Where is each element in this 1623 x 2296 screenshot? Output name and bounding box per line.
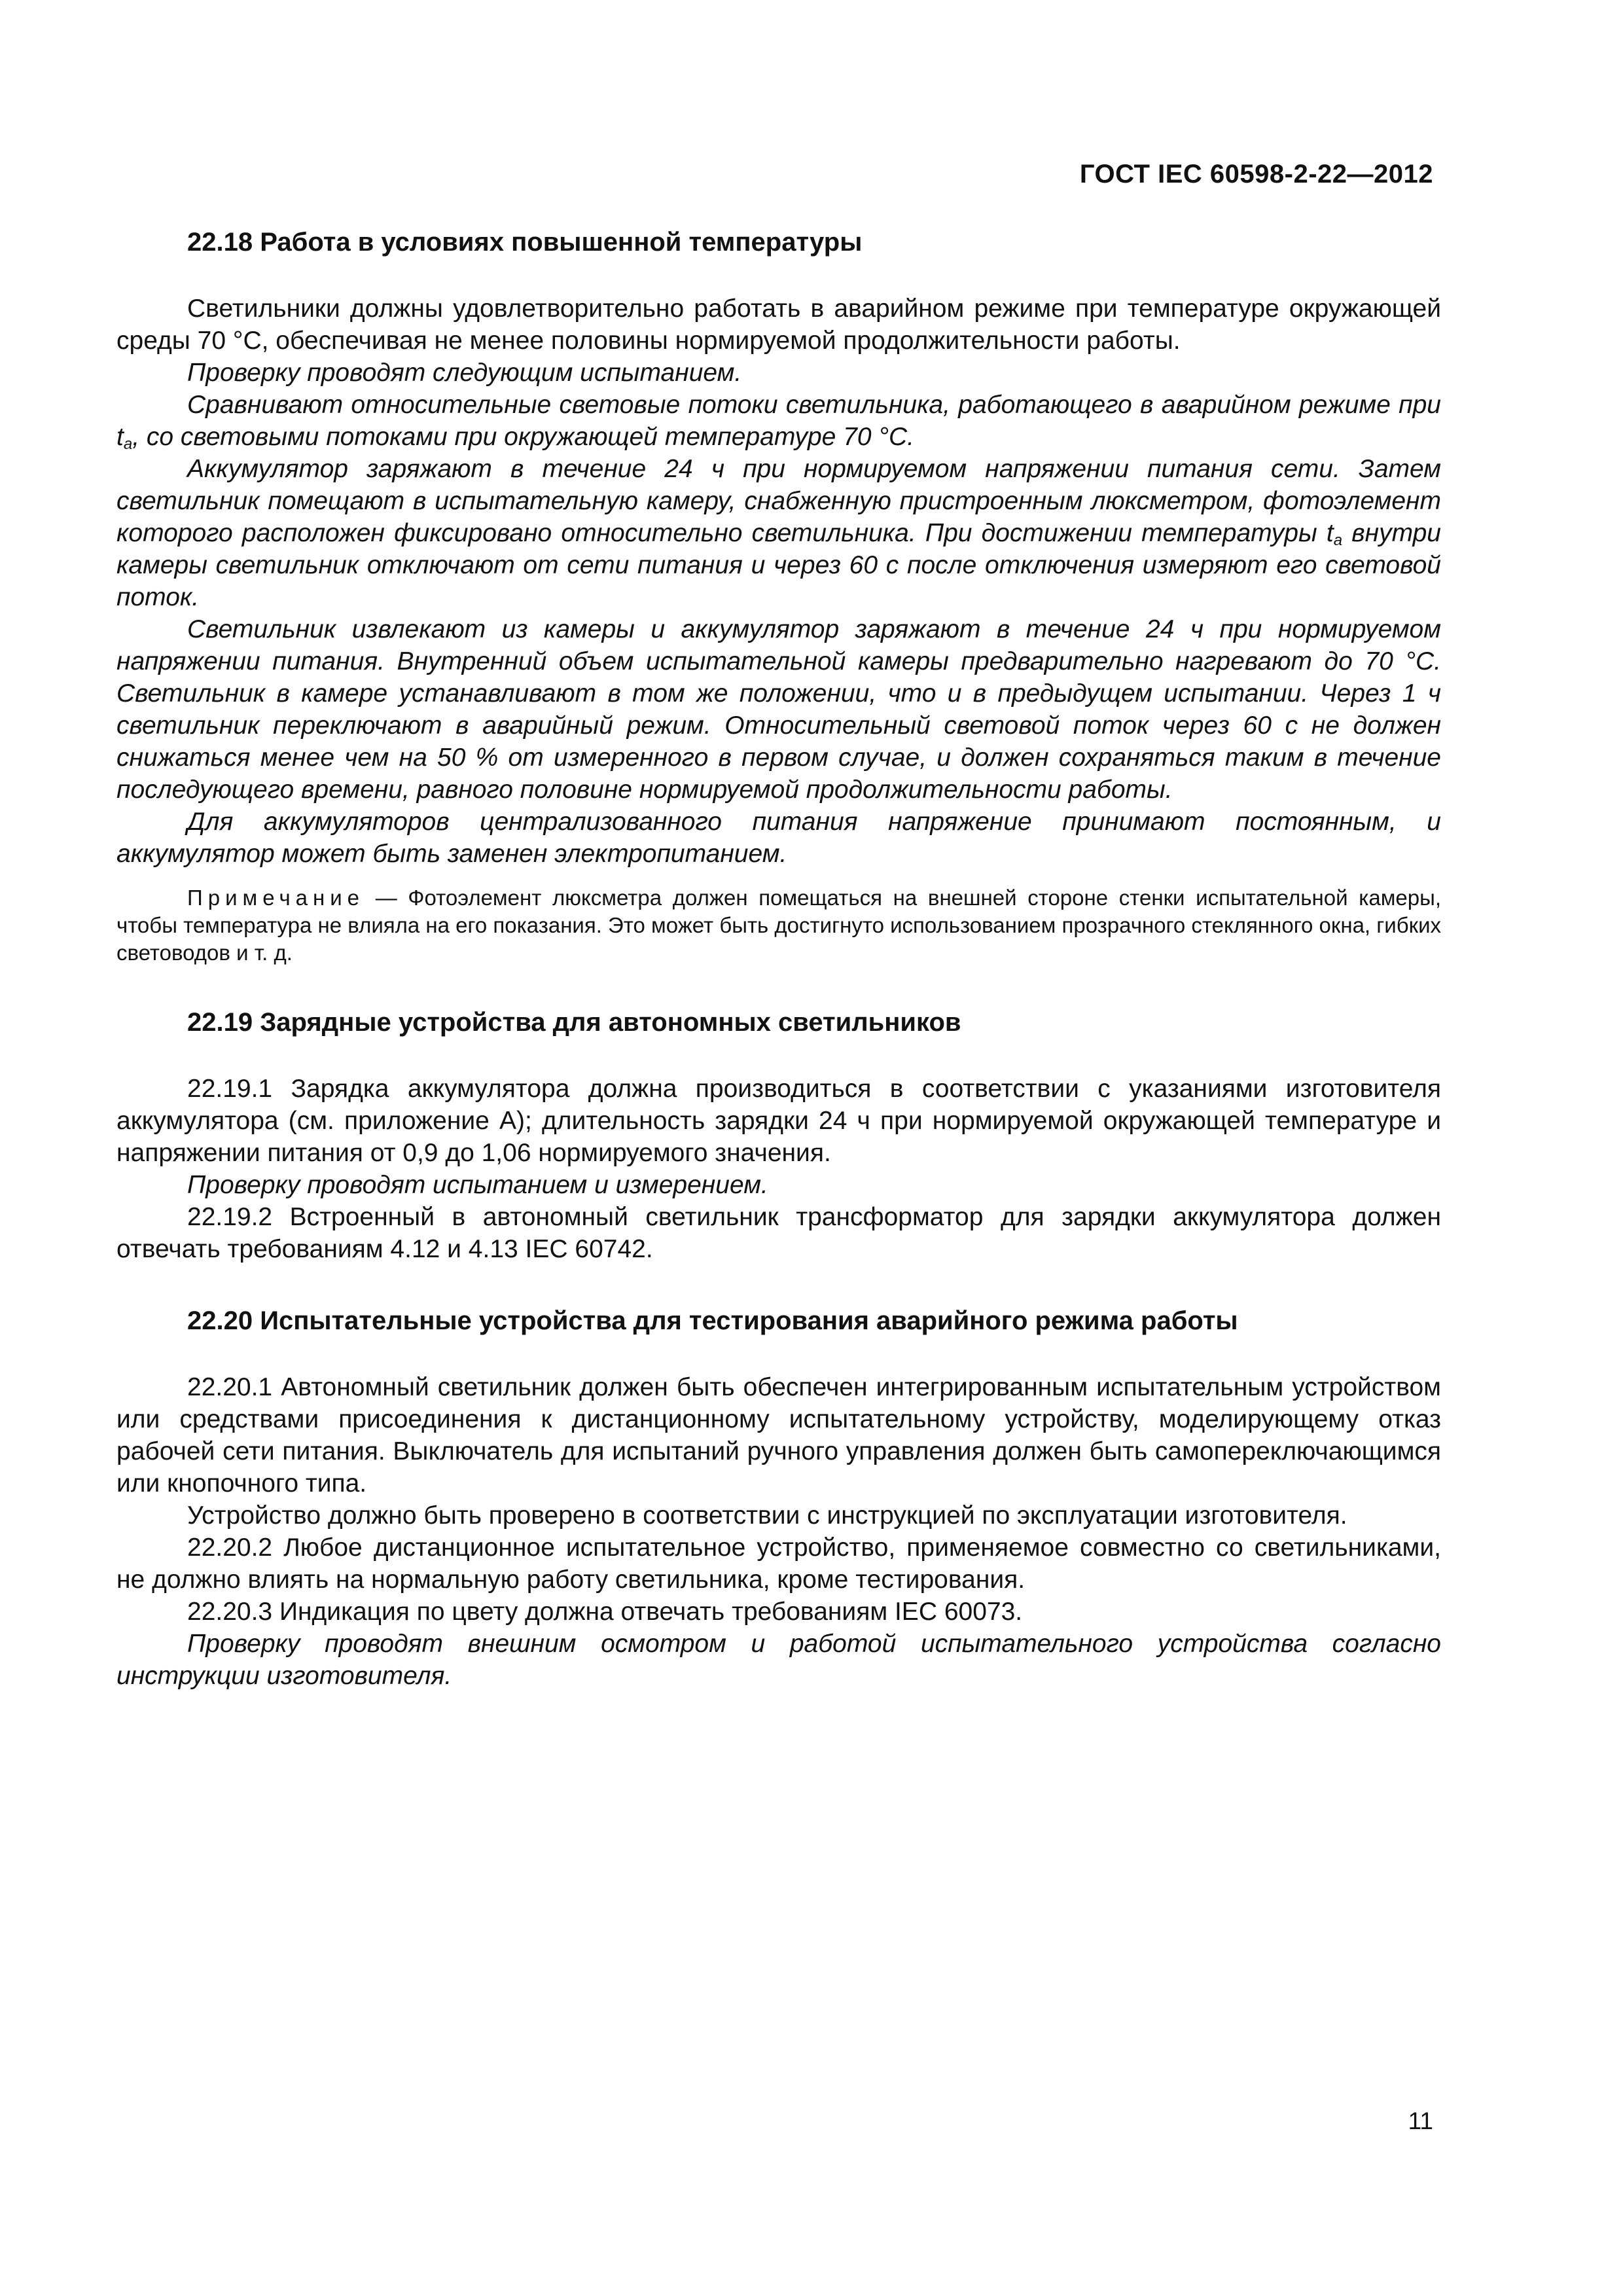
section-title-22-19: 22.19 Зарядные устройства для автономных светильников	[187, 1008, 961, 1037]
paragraph-italic: Проверку проводят внешним осмотром и работой испытательного устройства согласно инструкции изготовителя.	[116, 1630, 1441, 1690]
paragraph: 22.19.1 Зарядка аккумулятора должна производиться в соответствии с указаниями изготовителя аккумулятора (см. приложение А); длительность зарядки 24 ч при нормируемой окружающей температуре и напряжении питания от 0,9 до 1,06 нормируемого значения.	[116, 1075, 1441, 1167]
paragraph: 22.20.2 Любое дистанционное испытательное устройство, применяемое совместно со светильниками, не должно влиять на нормальную работу светильника, кроме тестирования.	[116, 1534, 1441, 1594]
note	[116, 884, 1441, 967]
note-label: Примечание	[187, 886, 365, 910]
section-title-22-18: 22.18 Работа в условиях повышенной температуры	[187, 228, 863, 257]
paragraph-italic: Светильник извлекают из камеры и аккумулятор заряжают в течение 24 ч при нормируемом напряжении питания. Внутренний объем испытательной камеры предварительно нагревают до 70 °С. Светильник в камере устанавливают в том же положении, что и в предыдущем испытании. Через 1 ч светильник переключают в аварийный режим. Относительный световой поток через 60 с не должен снижаться менее чем на 50 % от измеренного в первом случае, и должен сохраняться таким в течение последующего времени, равного половине нормируемой продолжительности работы.	[116, 615, 1441, 804]
paragraph: 22.20.3 Индикация по цвету должна отвечать требованиям IEC 60073.	[187, 1598, 1023, 1626]
paragraph: Светильники должны удовлетворительно работать в аварийном режиме при температуре окружающей среды 70 °С, обеспечивая не менее половины нормируемой продолжительности работы.	[116, 295, 1441, 355]
text-run: внутри камеры светильник отключают от сети питания и через 60 с после отключения измеряют его световой поток.	[116, 519, 1441, 611]
text-run: Сравнивают относительные световые потоки светильника, работающего в аварийном режиме при t	[116, 391, 1441, 451]
paragraph: 22.19.2 Встроенный в автономный светильник трансформатор для зарядки аккумулятора должен отвечать требованиям 4.12 и 4.13 IEC 60742.	[116, 1203, 1441, 1263]
note-text: — Фотоэлемент люксметра должен помещаться на внешней стороне стенки испытательной камеры, чтобы температура не влияла на его показания. Это может быть достигнуто использованием прозрачного стеклянного окна, гибких световодов и т. д.	[116, 886, 1442, 965]
text-run: Аккумулятор заряжают в течение 24 ч при нормируемом напряжении питания сети. Затем светильник помещают в испытательную камеру, снабженную пристроенным люксметром, фотоэлемент которого расположен фиксировано относительно светильника. При достижении температуры t	[116, 455, 1441, 547]
subscript: a	[1333, 531, 1343, 549]
paragraph: 22.20.1 Автономный светильник должен быть обеспечен интегрированным испытательным устройством или средствами присоединения к дистанционному испытательному устройству, моделирующему отказ рабочей сети питания. Выключатель для испытаний ручного управления должен быть самопереключающимся или кнопочного типа.	[116, 1373, 1441, 1498]
paragraph-italic: Для аккумуляторов централизованного питания напряжение принимают постоянным, и аккумулятор может быть заменен электропитанием.	[116, 808, 1441, 868]
page-content	[116, 226, 1441, 1692]
section-title-22-20: 22.20 Испытательные устройства для тестирования аварийного режима работы	[187, 1306, 1238, 1335]
paragraph-italic: Проверку проводят следующим испытанием.	[187, 359, 742, 387]
paragraph-italic	[116, 453, 1441, 613]
paragraph-italic	[116, 389, 1441, 453]
subscript: a	[123, 435, 133, 453]
document-header: ГОСТ IEC 60598-2-22—2012	[1079, 160, 1433, 188]
page-number: 11	[1408, 2108, 1433, 2134]
paragraph: Устройство должно быть проверено в соответствии с инструкцией по эксплуатации изготовителя.	[187, 1501, 1347, 1530]
paragraph-italic: Проверку проводят испытанием и измерением.	[187, 1171, 768, 1199]
text-run: , со световыми потоками при окружающей температуре 70 °С.	[132, 423, 914, 451]
